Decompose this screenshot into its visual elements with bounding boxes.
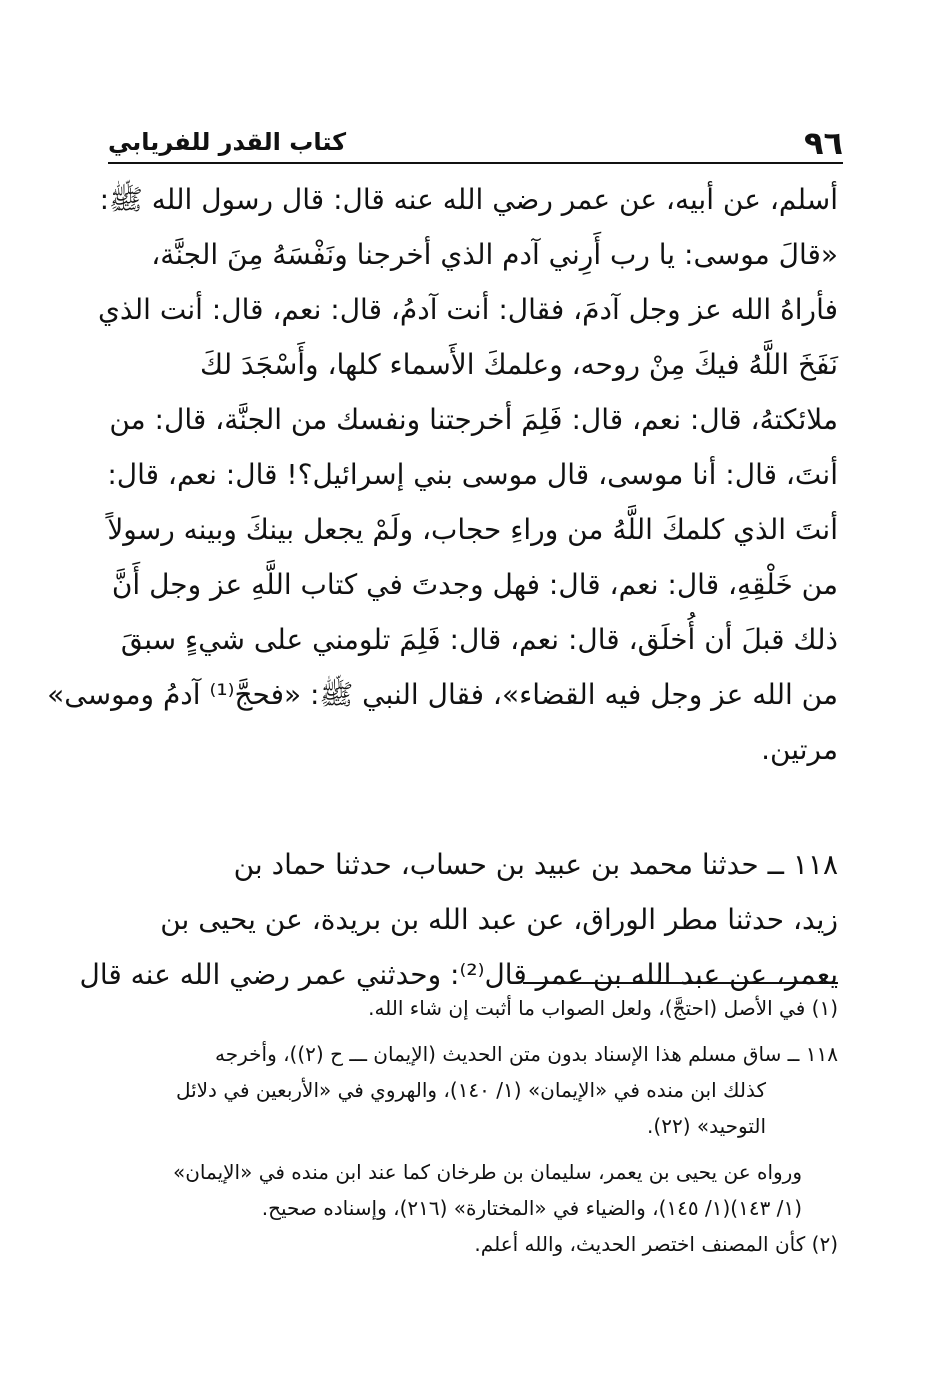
footnotes [108, 990, 838, 1262]
text-line: أنتَ، قال: أنا موسى، قال موسى بني إسرائيل؟! قال: نعم، قال: [107, 458, 838, 491]
hadith-118-line: زيد، حدثنا مطر الوراق، عن عبد الله بن بريدة، عن يحيى بن [160, 903, 838, 936]
text-line: «قالَ موسى: يا رب أَرِني آدم الذي أخرجنا ونَفْسَهُ مِنَ الجنَّة، [151, 238, 838, 271]
text-line: ملائكتهُ، قال: نعم، قال: فَلِمَ أخرجتنا ونفسك من الجنَّة، قال: من [109, 403, 838, 436]
page-header [108, 118, 843, 164]
text-line: من خَلْقِهِ، قال: نعم، قال: فهل وجدتَ في كتاب اللَّهِ عز وجل أَنَّ [111, 568, 838, 601]
footnote-2: (٢) كأن المصنف اختصر الحديث، والله أعلم. [474, 1232, 838, 1256]
hadith-118-line: ١١٨ ــ حدثنا محمد بن عبيد بن حساب، حدثنا حماد بن [233, 848, 838, 881]
footnote-1: (١) في الأصل (احتجَّ)، ولعل الصواب ما أثبت إن شاء الله. [368, 996, 838, 1020]
page-number: ٩٦ [803, 124, 843, 162]
hadith-118-line: يعمر، عن عبد الله بن عمر قال⁽²⁾: وحدثني عمر رضي الله عنه قال [79, 958, 838, 991]
text-line: أسلم، عن أبيه، عن عمر رضي الله عنه قال: قال رسول الله ﷺ: [99, 183, 838, 216]
footnote-118-cont: كذلك ابن منده في «الإيمان» (١/ ١٤٠)، والهروي في «الأربعين في دلائل [175, 1078, 766, 1102]
footnote-118: ١١٨ ــ ساق مسلم هذا الإسناد بدون متن الحديث (الإيمان ـــ ح (٢))، وأخرجه [215, 1042, 838, 1066]
book-title: كتاب القدر للفريابي [108, 128, 347, 156]
footnote-divider [523, 982, 838, 984]
text-line: ذلك قبلَ أن أُخلَق، قال: نعم، قال: فَلِمَ تلومني على شيءٍ سبقَ [120, 623, 838, 656]
text-line: نَفَخَ اللَّهُ فيكَ مِنْ روحه، وعلمكَ الأَسماء كلها، وأَسْجَدَ لكَ [200, 348, 838, 381]
footnote-118-extra: (١/ ١٤٣)(١/ ١٤٥)، والضياء في «المختارة» (٢١٦)، وإسناده صحيح. [261, 1196, 802, 1220]
text-line: من الله عز وجل فيه القضاء»، فقال النبي ﷺ: «فحجَّ⁽¹⁾ آدمُ وموسى» [47, 678, 838, 711]
text-line: فأراهُ الله عز وجل آدمَ، فقال: أنت آدمُ، قال: نعم، قال: أنت الذي [98, 293, 838, 326]
text-line: أنتَ الذي كلمكَ اللَّهُ من وراءِ حجاب، ولَمْ يجعل بينكَ وبينه رسولاً [107, 513, 838, 546]
footnote-gap [108, 1144, 838, 1154]
paragraph-gap [108, 777, 838, 837]
footnote-gap [108, 1026, 838, 1036]
footnote-118-cont: التوحيد» (٢٢). [647, 1114, 766, 1138]
main-text [47, 172, 838, 1002]
text-line: مرتين. [761, 733, 838, 766]
footnote-118-extra: ورواه عن يحيى بن يعمر، سليمان بن طرخان كما عند ابن منده في «الإيمان» [173, 1160, 802, 1184]
